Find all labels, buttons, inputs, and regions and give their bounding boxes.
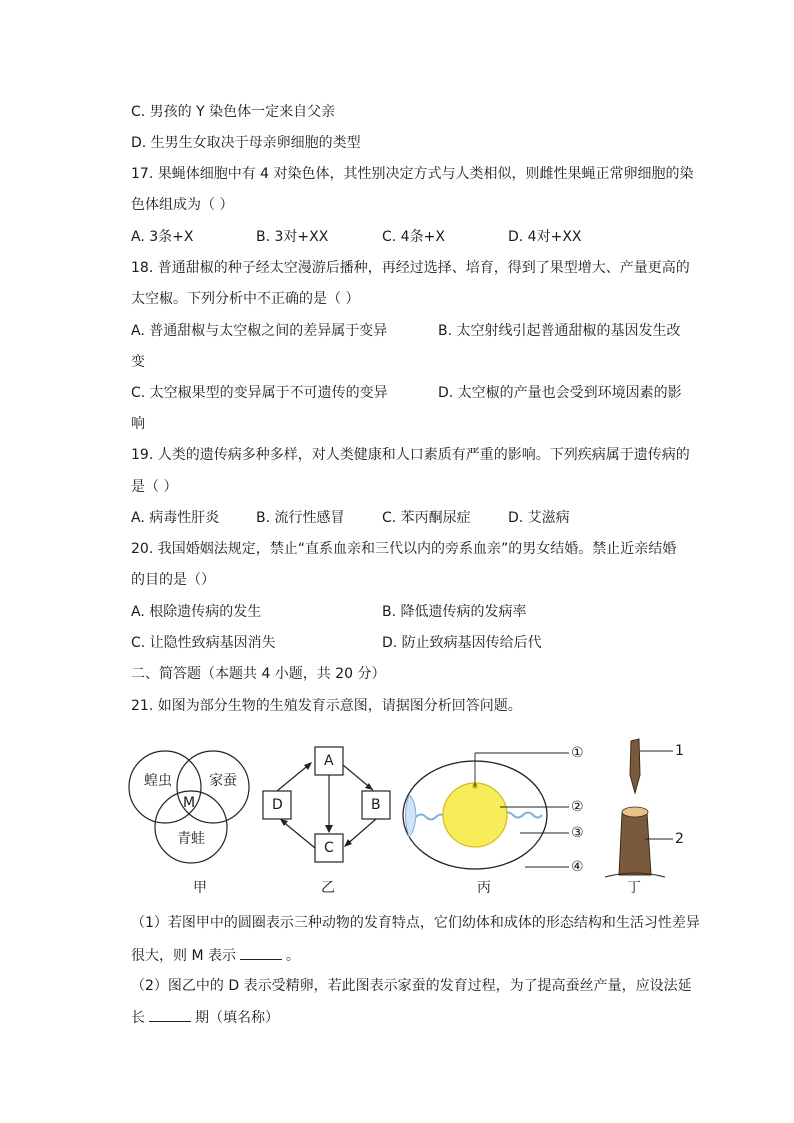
q17-stem-cont: 色体组成为（ ） xyxy=(131,197,234,213)
q21-sub2-end: 期（填名称） xyxy=(195,1010,279,1026)
q19-stem-cont: 是（ ） xyxy=(131,479,178,495)
q20-option-c: C. 让隐性致病基因消失 xyxy=(131,635,276,651)
q17-option-b: B. 3对+XX xyxy=(256,229,329,245)
scion xyxy=(630,739,640,793)
q19-stem: 19. 人类的遗传病多种多样，对人类健康和人口素质有严重的影响。下列疾病属于遗传病的 xyxy=(131,447,690,463)
section-heading: 二、简答题（本题共 4 小题，共 20 分） xyxy=(131,666,386,682)
figure-drawing xyxy=(125,735,705,900)
grafting-diagram xyxy=(605,739,673,877)
q16-option-d: D. 生男生女取决于母亲卵细胞的类型 xyxy=(131,135,361,151)
q21-sub1: （1）若图甲中的圆圈表示三种动物的发育特点，它们幼体和成体的形态结构和生活习性差异 xyxy=(131,915,700,931)
cycle-label-b: B xyxy=(371,797,381,813)
caption-bing: 丙 xyxy=(477,880,491,896)
q20-option-b: B. 降低遗传病的发病率 xyxy=(382,604,527,620)
q21-sub1-cont xyxy=(131,945,300,966)
q18-option-a: A. 普通甜椒与太空椒之间的差异属于变异 xyxy=(131,323,388,339)
arrow-c-d xyxy=(281,820,315,848)
caption-jia: 甲 xyxy=(193,880,207,896)
rootstock xyxy=(619,808,651,875)
caption-ding: 丁 xyxy=(627,880,641,896)
cycle-label-a: A xyxy=(324,753,334,769)
egg-diagram xyxy=(403,753,569,869)
q17-option-c: C. 4条+X xyxy=(382,229,445,245)
q21-stem: 21. 如图为部分生物的生殖发育示意图，请据图分析回答问题。 xyxy=(131,698,522,714)
q21-sub1-text: 很大，则 M 表示 xyxy=(131,948,236,964)
venn-label-locust: 蝗虫 xyxy=(144,773,172,789)
egg-label-1: ① xyxy=(571,745,584,761)
q18-option-c: C. 太空椒果型的变异属于不可遗传的变异 xyxy=(131,385,388,401)
egg-label-2: ② xyxy=(571,799,584,815)
q19-option-b: B. 流行性感冒 xyxy=(256,510,345,526)
answer-blank-2[interactable] xyxy=(149,1007,191,1022)
q21-sub2-cont xyxy=(131,1007,279,1028)
cycle-label-c: C xyxy=(324,840,334,856)
q20-stem: 20. 我国婚姻法规定，禁止“直系血亲和三代以内的旁系血亲”的男女结婚。禁止近亲结婚 xyxy=(131,541,677,557)
venn-label-m: M xyxy=(183,795,196,811)
q21-sub1-end: 。 xyxy=(285,948,300,964)
q20-option-a: A. 根除遗传病的发生 xyxy=(131,604,262,620)
q21-sub2: （2）图乙中的 D 表示受精卵，若此图表示家蚕的发育过程，为了提高蚕丝产量，应设法延 xyxy=(131,978,692,994)
q18-option-d: D. 太空椒的产量也会受到环境因素的影 xyxy=(438,385,682,401)
egg-yolk xyxy=(443,783,507,847)
q18-option-b-cont: 变 xyxy=(131,354,145,370)
q21-sub2-text: 长 xyxy=(131,1010,145,1026)
q16-option-c: C. 男孩的 Y 染色体一定来自父亲 xyxy=(131,104,336,120)
q19-option-c: C. 苯丙酮尿症 xyxy=(382,510,471,526)
venn-label-silkworm: 家蚕 xyxy=(209,773,237,789)
q18-stem: 18. 普通甜椒的种子经太空漫游后播种，再经过选择、培育，得到了果型增大、产量更高的 xyxy=(131,260,690,276)
graft-label-2: 2 xyxy=(675,831,684,847)
q17-stem: 17. 果蝇体细胞中有 4 对染色体，其性别决定方式与人类相似，则雌性果蝇正常卵细胞的染 xyxy=(131,166,694,182)
graft-label-1: 1 xyxy=(675,743,684,759)
cycle-label-d: D xyxy=(272,797,283,813)
q21-figure xyxy=(125,735,705,900)
q19-option-a: A. 病毒性肝炎 xyxy=(131,510,220,526)
q20-stem-cont: 的目的是（） xyxy=(131,572,215,588)
q18-option-b: B. 太空射线引起普通甜椒的基因发生改 xyxy=(438,323,681,339)
rootstock-cut xyxy=(622,807,648,817)
venn-label-frog: 青蛙 xyxy=(177,831,205,847)
q17-option-a: A. 3条+X xyxy=(131,229,194,245)
caption-yi: 乙 xyxy=(321,880,335,896)
q20-option-d: D. 防止致病基因传给后代 xyxy=(382,635,542,651)
answer-blank-1[interactable] xyxy=(240,945,282,960)
q18-option-d-cont: 响 xyxy=(131,416,145,432)
q18-stem-cont: 太空椒。下列分析中不正确的是（ ） xyxy=(131,291,360,307)
q17-option-d: D. 4对+XX xyxy=(508,229,582,245)
q19-option-d: D. 艾滋病 xyxy=(508,510,570,526)
egg-label-3: ③ xyxy=(571,825,584,841)
egg-label-4: ④ xyxy=(571,859,584,875)
